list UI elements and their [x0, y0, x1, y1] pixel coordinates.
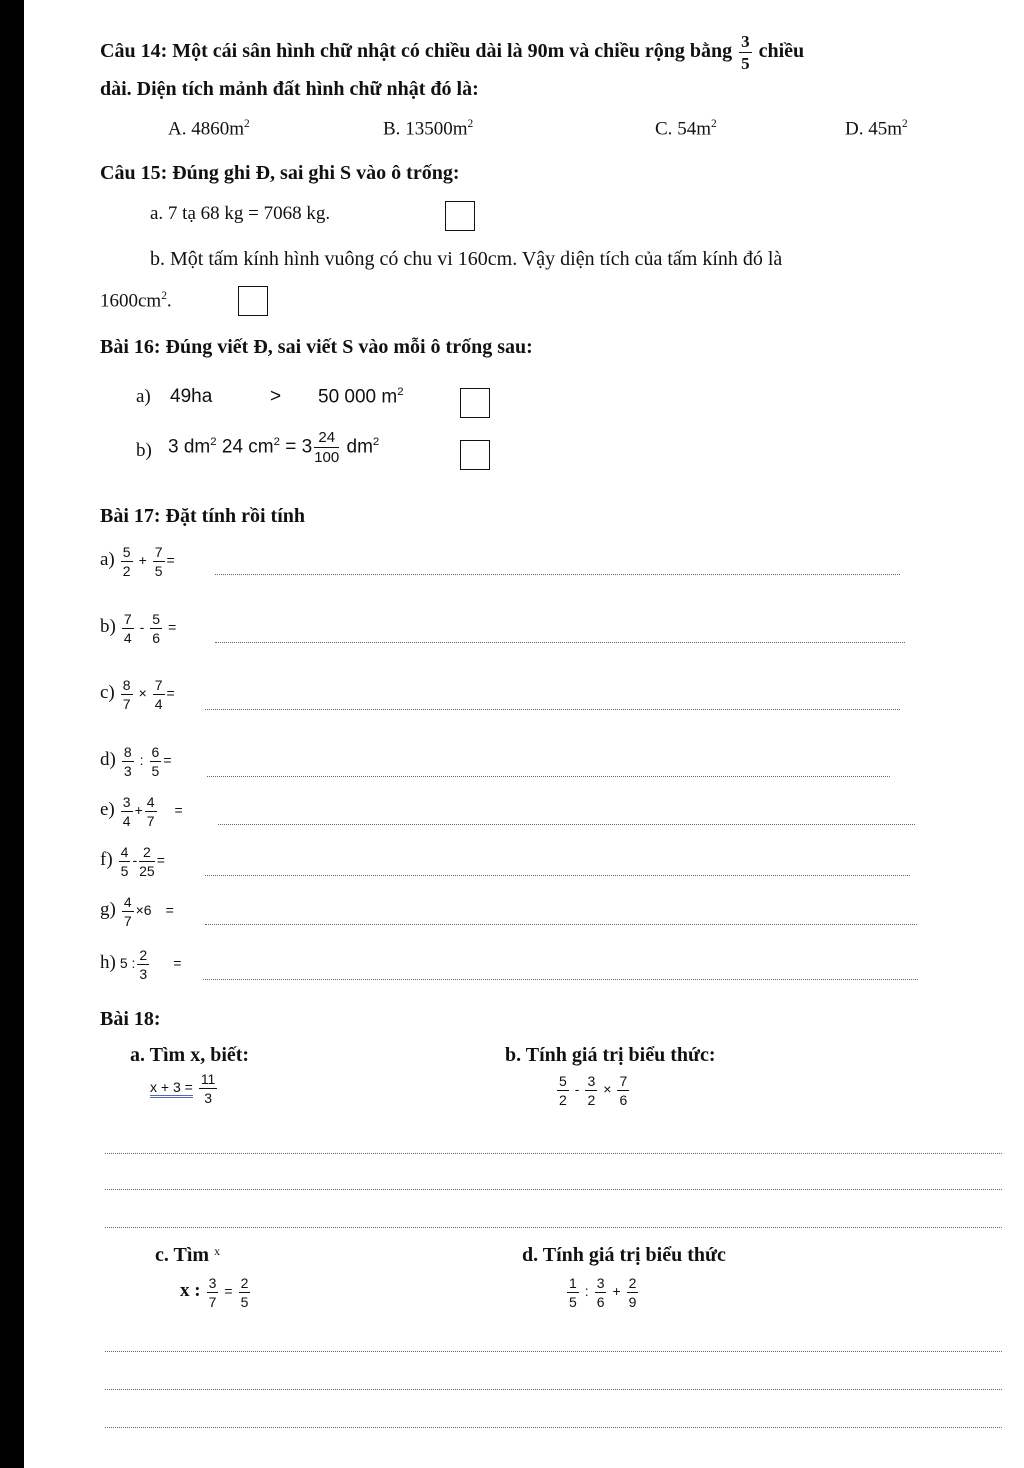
frac-num: 1	[569, 1275, 577, 1291]
frac-den: 3	[204, 1090, 212, 1106]
frac-den: 3	[139, 966, 148, 982]
q14-option-b	[383, 118, 473, 140]
fraction	[119, 845, 131, 878]
q15-b-line2	[100, 290, 172, 312]
option-value: 45m	[868, 118, 903, 140]
frac-num: 3	[122, 794, 131, 810]
answer-line[interactable]	[105, 1427, 1002, 1428]
item-label: a)	[100, 549, 115, 571]
operator: +	[138, 552, 147, 569]
equals: =	[163, 752, 172, 769]
operator: -	[574, 1081, 580, 1098]
frac-num: 7	[619, 1073, 628, 1089]
equals: =	[168, 619, 177, 636]
q16-a-op: >	[270, 386, 282, 407]
fraction	[121, 795, 133, 828]
q17-item-f	[100, 845, 165, 878]
frac-den: 5	[120, 863, 129, 879]
operator: ×	[138, 685, 147, 702]
frac-den: 100	[314, 449, 340, 466]
fraction	[617, 1074, 629, 1107]
q15-b-answer-box[interactable]	[238, 286, 268, 316]
fraction	[595, 1276, 607, 1309]
answer-line[interactable]	[105, 1389, 1002, 1390]
q14-option-a	[168, 118, 250, 140]
q18-d-title: d. Tính giá trị biểu thức	[522, 1244, 726, 1266]
q18-c-expr	[180, 1276, 252, 1309]
answer-line[interactable]	[207, 776, 890, 777]
q17-item-b	[100, 612, 176, 645]
frac-num: 5	[122, 544, 131, 560]
equals: =	[166, 685, 175, 702]
frac-den: 5	[154, 563, 163, 579]
frac-num: 8	[122, 677, 131, 693]
frac-num: 7	[154, 544, 163, 560]
q18-title: Bài 18:	[100, 1008, 161, 1030]
frac-den: 7	[146, 813, 155, 829]
q18-c-var: x	[214, 1244, 221, 1258]
q18-a-title: a. Tìm x, biết:	[130, 1044, 250, 1066]
option-letter: B.	[383, 118, 401, 140]
frac-den: 4	[123, 630, 132, 646]
q14-frac-num: 3	[741, 32, 750, 51]
item-label: c)	[100, 682, 115, 704]
answer-line[interactable]	[215, 574, 900, 575]
q15-b-end: .	[166, 290, 172, 312]
fraction	[121, 678, 133, 711]
frac-num: 4	[123, 894, 132, 910]
q16-b-left2: 24 cm	[221, 436, 274, 458]
q18-a-lhs: x + 3 =	[150, 1079, 193, 1098]
frac-num: 4	[120, 844, 129, 860]
frac-den: 4	[154, 696, 163, 712]
frac-den: 6	[152, 630, 161, 646]
equals: =	[174, 802, 183, 819]
frac-num: 2	[240, 1275, 249, 1291]
q18-b-expr	[555, 1074, 631, 1107]
q14-frac-den: 5	[741, 54, 750, 73]
q16-b-left1: 3 dm	[168, 436, 211, 458]
answer-line[interactable]	[205, 924, 917, 925]
operator: ×6	[135, 902, 152, 919]
frac-num: 7	[154, 677, 163, 693]
fraction	[567, 1276, 579, 1309]
frac-num: 5	[559, 1073, 567, 1089]
option-sup: 2	[710, 118, 717, 130]
option-sup: 2	[902, 118, 908, 130]
q16-b-expr	[168, 430, 379, 465]
frac-den: 2	[122, 563, 131, 579]
frac-num: 3	[587, 1073, 596, 1089]
q17-item-c	[100, 678, 175, 711]
option-letter: C.	[655, 118, 673, 140]
fraction	[153, 545, 165, 578]
frac-num: 6	[151, 744, 160, 760]
frac-num: 3	[208, 1275, 217, 1291]
operator: ×	[603, 1081, 612, 1098]
q17-item-d	[100, 745, 172, 778]
equals: =	[173, 955, 182, 972]
q16-b-label: b)	[136, 440, 152, 461]
q18-c-lhs: x :	[180, 1280, 201, 1302]
answer-line[interactable]	[203, 979, 918, 980]
q16-a-right	[318, 386, 404, 408]
equals: =	[156, 852, 165, 869]
fraction	[145, 795, 157, 828]
frac-den: 4	[122, 813, 131, 829]
fraction	[150, 745, 162, 778]
q16-title: Bài 16: Đúng viết Đ, sai viết S vào mỗi ô trống sau:	[100, 336, 533, 358]
answer-line[interactable]	[205, 709, 900, 710]
fraction	[122, 745, 134, 778]
option-value: 4860m	[191, 118, 245, 140]
operator: +	[134, 802, 143, 819]
sup: 2	[273, 436, 280, 449]
item-label: b)	[100, 616, 116, 638]
fraction	[207, 1276, 219, 1309]
q16-b-answer-box[interactable]	[460, 440, 490, 470]
q14-text1: Một cái sân hình chữ nhật có chiều dài là 90m và chiều rộng bằng	[172, 40, 733, 63]
frac-num: 24	[314, 430, 339, 448]
sup: 2	[210, 436, 217, 449]
option-sup: 2	[244, 118, 250, 130]
answer-line[interactable]	[105, 1227, 1002, 1228]
equals: =	[224, 1283, 233, 1300]
frac-num: 11	[200, 1071, 216, 1087]
fraction	[153, 678, 165, 711]
fraction	[557, 1074, 569, 1107]
q14-option-c	[655, 118, 717, 140]
fraction	[137, 948, 149, 981]
item-label: g)	[100, 899, 116, 921]
q16-b-unit: dm	[346, 436, 373, 458]
q15-title: Câu 15: Đúng ghi Đ, sai ghi S vào ô trống:	[100, 162, 460, 184]
answer-line[interactable]	[218, 824, 915, 825]
fraction	[239, 1276, 251, 1309]
frac-num: 2	[628, 1275, 637, 1291]
frac-num: 3	[596, 1275, 605, 1291]
fraction	[627, 1276, 639, 1309]
q16-a-answer-box[interactable]	[460, 388, 490, 418]
equals: =	[166, 552, 175, 569]
fraction	[122, 612, 134, 645]
q18-c-title-text: c. Tìm	[155, 1244, 210, 1266]
q16-a-left: 49ha	[170, 386, 213, 407]
item-label: e)	[100, 799, 115, 821]
answer-line[interactable]	[105, 1153, 1002, 1154]
frac-den: 7	[123, 913, 132, 929]
frac-num: 2	[139, 845, 155, 862]
fraction	[199, 1072, 218, 1105]
q15-b-value: 1600cm	[100, 290, 162, 312]
q14-fraction	[739, 33, 752, 72]
operator: -	[139, 619, 145, 636]
option-letter: D.	[845, 118, 864, 140]
fraction	[139, 845, 155, 878]
operator: +	[612, 1283, 621, 1300]
frac-den: 6	[596, 1294, 605, 1310]
q16-a-label: a)	[136, 386, 151, 407]
option-sup: 2	[467, 118, 474, 130]
operator: -	[132, 852, 138, 869]
option-letter: A.	[168, 118, 187, 140]
fraction	[150, 612, 162, 645]
q14-line2: dài. Diện tích mảnh đất hình chữ nhật đó là:	[100, 78, 479, 100]
operator: :	[139, 752, 144, 769]
frac-den: 7	[122, 696, 131, 712]
q17-item-a	[100, 545, 175, 578]
q18-a-expr	[150, 1072, 219, 1105]
frac-num: 4	[146, 794, 155, 810]
q18-c-title	[155, 1244, 220, 1267]
q15-b-line1: b. Một tấm kính hình vuông có chu vi 160cm. Vậy diện tích của tấm kính đó là	[150, 248, 783, 270]
item-label: f)	[100, 849, 113, 871]
frac-num: 2	[139, 947, 148, 963]
q15-a-answer-box[interactable]	[445, 201, 475, 231]
frac-den: 2	[587, 1092, 596, 1108]
q16-b-eq: = 3	[285, 436, 313, 458]
frac-den: 5	[240, 1294, 249, 1310]
frac-den: 5	[151, 763, 160, 779]
frac-den: 9	[628, 1294, 637, 1310]
q17-title: Bài 17: Đặt tính rồi tính	[100, 505, 306, 527]
sup: 2	[372, 436, 380, 449]
q17-item-e	[100, 795, 183, 828]
frac-den: 5	[569, 1294, 577, 1310]
q18-d-expr	[565, 1276, 640, 1309]
q17-item-h	[100, 948, 181, 981]
option-value: 13500m	[405, 118, 468, 140]
q14-text2: chiều	[758, 40, 805, 63]
frac-num: 7	[123, 611, 132, 627]
q16-b-fraction	[314, 430, 339, 465]
answer-line[interactable]	[105, 1351, 1002, 1352]
answer-line[interactable]	[205, 875, 910, 876]
answer-line[interactable]	[105, 1189, 1002, 1190]
fraction	[585, 1074, 597, 1107]
fraction	[122, 895, 134, 928]
q17-item-g	[100, 895, 174, 928]
frac-den: 3	[123, 763, 132, 779]
q14-line1	[100, 33, 804, 72]
frac-den: 2	[559, 1092, 567, 1108]
operator: :	[584, 1283, 589, 1300]
q16-a-right-value: 50 000 m	[318, 386, 398, 408]
equals: =	[165, 902, 174, 919]
frac-den: 7	[208, 1294, 217, 1310]
prefix: 5 :	[119, 955, 136, 972]
frac-den: 25	[139, 863, 155, 879]
item-label: h)	[100, 952, 116, 974]
q16-a-sup: 2	[397, 386, 404, 398]
fraction	[121, 545, 133, 578]
frac-num: 8	[123, 744, 132, 760]
q15-b-sup: 2	[161, 290, 167, 302]
frac-den: 6	[619, 1092, 628, 1108]
option-value: 54m	[677, 118, 711, 140]
frac-num: 5	[152, 611, 161, 627]
q18-b-title: b. Tính giá trị biểu thức:	[505, 1044, 716, 1066]
item-label: d)	[100, 749, 116, 771]
q14-label: Câu 14:	[100, 40, 168, 63]
q14-option-d	[845, 118, 908, 140]
q15-a: a. 7 tạ 68 kg = 7068 kg.	[150, 203, 331, 224]
answer-line[interactable]	[215, 642, 905, 643]
